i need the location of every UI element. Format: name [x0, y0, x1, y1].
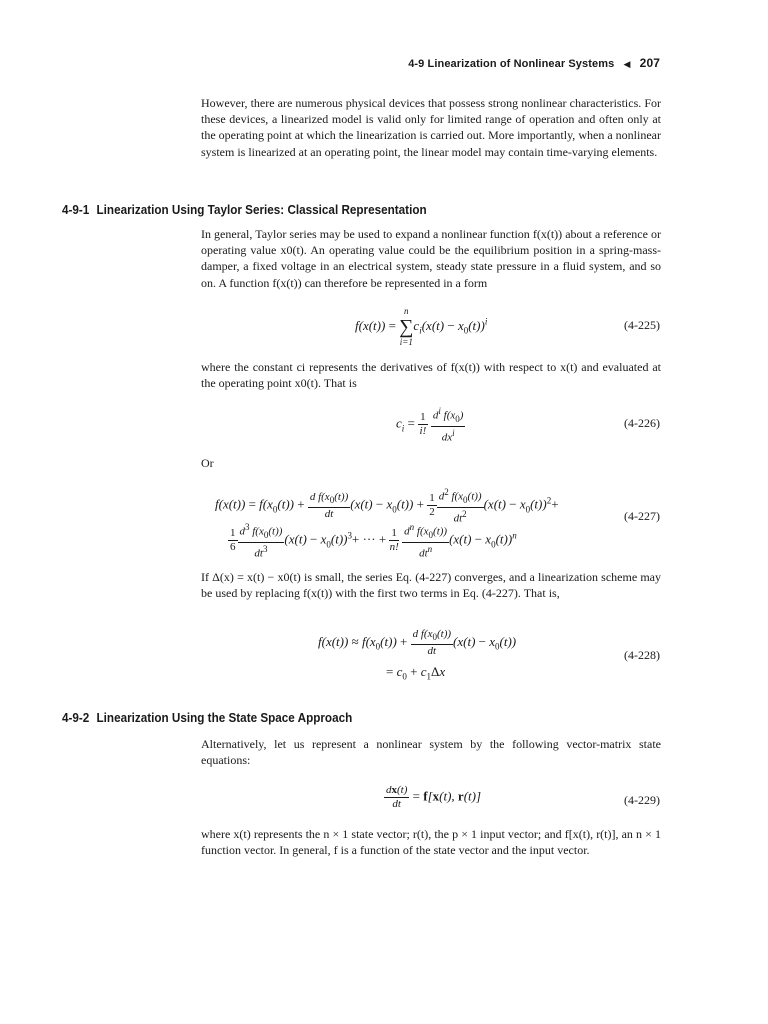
equation-number: (4-229) — [624, 793, 660, 807]
or-label: Or — [201, 456, 214, 470]
equation-number: (4-228) — [624, 648, 660, 662]
running-head-title: 4-9 Linearization of Nonlinear Systems — [408, 58, 615, 70]
section-heading-4-9-1 — [62, 202, 427, 217]
equation-number: (4-226) — [624, 416, 660, 430]
equation-4-228-line-2: = $c_0 + c_1\Delta x$ — [386, 664, 446, 682]
page-number: 207 — [639, 56, 660, 70]
equation-4-227-line-2: $\frac{1}{6}$ $\frac{d^3 f(x_0(t))}{dt^3}$ $(x(t) - x_0(t))^3+$ ··· + $\frac{1}{n!}$ $\frac{d^n f(x_0(t))}{dt^n}$ $(x(t) - x_0(t))^n$ — [230, 522, 517, 560]
triangle-marker-icon: ◀ — [623, 59, 631, 69]
section1-paragraph-1: In general, Taylor series may be used to expand a nonlinear function f(x(t)) about a reference or operating value x0(t). An operating value could be the equilibrium position in a spring-mass-damper, a fixed voltage in an electrical system, steady state pressure in a fluid system, and so on. A function f(x(t)) can therefore be represented in a form — [201, 227, 661, 290]
intro-paragraph: However, there are numerous physical devices that possess strong nonlinear characteristics. For these devices, a linearized model is valid only for limited range of operation and often only at the operating point at which the linearization is carried out. More importantly, when a nonlinear system is linearized at an operating point, the linear model may contain time-varying elements. — [201, 96, 661, 159]
equation-4-226: $c_i$ = $\frac{1}{i!}$ $\frac{d^i f(x_0)}{dx^i}$ — [396, 406, 464, 444]
section-number: 4-9-2 — [62, 710, 90, 725]
section-title: Linearization Using the State Space Approach — [96, 710, 353, 725]
equation-number: (4-225) — [624, 318, 660, 332]
equation-4-225: f(x(t)) = n ∑ i=1 $c_i(x(t) - x_0(t))^i$ — [355, 306, 488, 347]
section1-paragraph-3: If Δ(x) = x(t) − x0(t) is small, the series Eq. (4-227) converges, and a linearization scheme may be used by replacing f(x(t)) with the first two terms in Eq. (4-227). That is, — [201, 570, 661, 601]
section-heading-4-9-2 — [62, 710, 352, 725]
equation-4-228-line-1: $f(x(t)) \approx f(x_0(t))$ + $\frac{d f(x_0(t))}{dt}$ $(x(t) - x_0(t))$ — [318, 628, 517, 658]
running-head — [408, 56, 660, 70]
section2-paragraph-1: Alternatively, let us represent a nonlinear system by the following vector-matrix state equations: — [201, 737, 661, 768]
section2-paragraph-2: where x(t) represents the n × 1 state vector; r(t), the p × 1 input vector; and f[x(t), r(t)], an n × 1 function vector. In general, f is a function of the state vector and the input vector. — [201, 827, 661, 858]
section-number: 4-9-1 — [62, 202, 90, 217]
equation-number: (4-227) — [624, 509, 660, 523]
equation-4-227-line-1: $f(x(t)) = f(x_0(t))$ + $\frac{d f(x_0(t))}{dt}$ $(x(t) - x_0(t))$ + $\frac{1}{2}$ $\frac{d^2 f(x_0(t))}{dt^2}$ $(x(t) - x_0(t))^2+$ — [215, 487, 559, 525]
section-title: Linearization Using Taylor Series: Classical Representation — [96, 202, 427, 217]
section1-paragraph-2: where the constant ci represents the derivatives of f(x(t)) with respect to x(t) and evaluated at the operating point x0(t). That is — [201, 360, 661, 391]
equation-4-229: $\frac{dx(t)}{dt}$ = f[x(t), r(t)] — [386, 784, 482, 810]
